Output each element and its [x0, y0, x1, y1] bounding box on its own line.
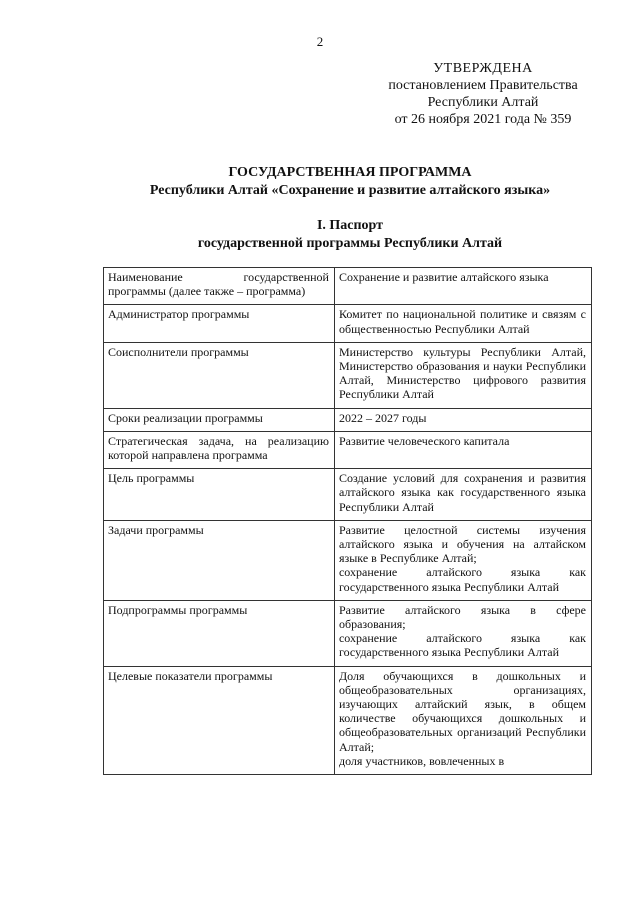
- row-label: Подпрограммы программы: [104, 600, 335, 666]
- table-row: [104, 408, 592, 431]
- row-value-paragraph: Доля обучающихся в дошкольных и общеобразовательных организациях, изучающих алтайский язык, в общем количестве обучающихся дошкольных и общеобразовательных организаций Республики Алтай;: [338, 668, 586, 754]
- table-row: [104, 666, 592, 774]
- row-label: Стратегическая задача, на реализацию которой направлена программа: [104, 431, 335, 468]
- row-label: Администратор программы: [104, 305, 335, 342]
- row-value: [334, 408, 591, 431]
- row-value-paragraph: Развитие человеческого капитала: [338, 433, 510, 448]
- approval-line-2: Республики Алтай: [427, 95, 539, 110]
- row-value-paragraph: сохранение алтайского языка как государственного языка Республики Алтай: [338, 565, 586, 594]
- row-value: [334, 600, 591, 666]
- passport-table: [103, 267, 592, 775]
- row-label: Цель программы: [104, 469, 335, 521]
- table-row: [104, 520, 592, 600]
- row-value: [334, 520, 591, 600]
- passport-title: [0, 217, 640, 253]
- row-value-paragraph: Развитие алтайского языка в сфере образования;: [338, 602, 586, 632]
- approval-heading: УТВЕРЖДЕНА: [433, 61, 533, 76]
- row-value-paragraph: доля участников, вовлеченных в: [338, 753, 505, 768]
- table-row: [104, 469, 592, 521]
- table-row: [104, 268, 592, 305]
- row-value: [334, 666, 591, 774]
- approval-line-1: постановлением Правительства: [388, 78, 578, 93]
- row-label: Сроки реализации программы: [104, 408, 335, 431]
- row-value-paragraph: Сохранение и развитие алтайского языка: [338, 270, 549, 284]
- row-value-paragraph: сохранение алтайского языка как государственного языка Республики Алтай: [338, 631, 586, 660]
- approval-stamp: [368, 60, 598, 128]
- program-title-line-1: ГОСУДАРСТВЕННАЯ ПРОГРАММА: [228, 165, 472, 180]
- row-value: [334, 469, 591, 521]
- table-row: [104, 342, 592, 408]
- row-label: Соисполнители программы: [104, 342, 335, 408]
- table-row: [104, 600, 592, 666]
- row-label: Задачи программы: [104, 520, 335, 600]
- passport-title-line-2: государственной программы Республики Алтай: [197, 236, 503, 251]
- program-title: [0, 164, 640, 200]
- row-value: [334, 305, 591, 342]
- page-number: 2: [316, 34, 324, 49]
- table-row: [104, 431, 592, 468]
- row-value-paragraph: Комитет по национальной политике и связям с общественностью Республики Алтай: [338, 307, 586, 336]
- row-value-paragraph: Создание условий для сохранения и развития алтайского языка как государственного языка Республики Алтай: [338, 471, 586, 514]
- row-value-paragraph: Министерство культуры Республики Алтай, Министерство образования и науки Республики Алтай, Министерство цифрового развития Республики Алтай: [338, 344, 586, 402]
- row-label: Целевые показатели программы: [104, 666, 335, 774]
- row-value-paragraph: 2022 – 2027 годы: [338, 410, 427, 425]
- row-value-paragraph: Развитие целостной системы изучения алтайского языка и обучения на алтайском языке в Республике Алтай;: [338, 522, 586, 566]
- row-value: [334, 431, 591, 468]
- row-value: [334, 342, 591, 408]
- row-value: [334, 268, 591, 305]
- row-label: Наименование государственной программы (далее также – программа): [104, 268, 335, 305]
- passport-title-line-1: I. Паспорт: [316, 218, 384, 233]
- approval-line-3: от 26 ноября 2021 года № 359: [394, 112, 572, 127]
- table-row: [104, 305, 592, 342]
- program-title-line-2: Республики Алтай «Сохранение и развитие алтайского языка»: [149, 183, 551, 198]
